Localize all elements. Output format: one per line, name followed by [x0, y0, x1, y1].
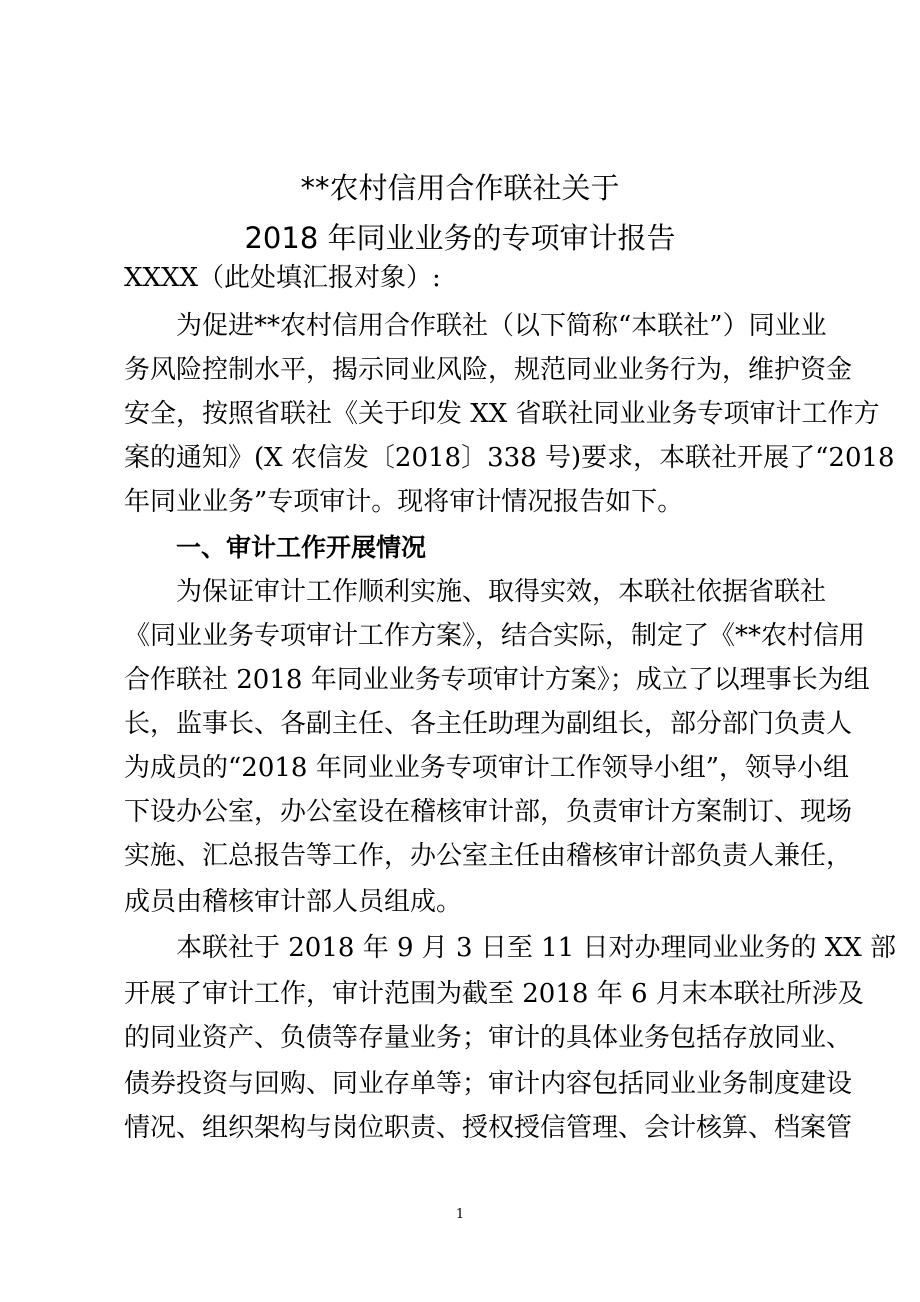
body-text-line: 的同业资产、负债等存量业务；审计的具体业务包括存放同业、	[124, 1023, 853, 1053]
addressee-line: XXXX（此处填汇报对象）:	[124, 263, 441, 293]
body-text-line: 开展了审计工作，审计范围为截至 2018 年 6 月末本联社所涉及	[124, 979, 864, 1009]
body-text-line: 下设办公室，办公室设在稽核审计部，负责审计方案制订、现场	[124, 797, 853, 827]
document-title-line-2: 2018 年同业业务的专项审计报告	[244, 221, 676, 255]
body-text-line: 年同业业务”专项审计。现将审计情况报告如下。	[124, 487, 684, 517]
section-heading: 一、审计工作开展情况	[176, 533, 427, 562]
body-text-line: 合作联社 2018 年同业业务专项审计方案》；成立了以理事长为组	[124, 665, 870, 695]
body-text-line: 为保证审计工作顺利实施、取得实效，本联社依据省联社	[176, 577, 827, 607]
body-text-line: 成员由稽核审计部人员组成。	[124, 887, 463, 917]
body-text-line: 情况、组织架构与岗位职责、授权授信管理、会计核算、档案管	[124, 1113, 853, 1143]
body-text-line: 为促进**农村信用合作联社（以下简称“本联社”）同业业	[176, 311, 827, 341]
body-text-line: 为成员的“2018 年同业业务专项审计工作领导小组”，领导小组	[124, 753, 850, 783]
body-text-line: 本联社于 2018 年 9 月 3 日至 11 日对办理同业业务的 XX 部	[176, 933, 897, 963]
body-text-line: 实施、汇总报告等工作，办公室主任由稽核审计部负责人兼任，	[124, 841, 853, 871]
page-number: 1	[455, 1207, 465, 1222]
body-text-line: 债券投资与回购、同业存单等；审计内容包括同业业务制度建设	[124, 1069, 853, 1099]
body-text-line: 安全，按照省联社《关于印发 XX 省联社同业业务专项审计工作方	[124, 399, 880, 429]
body-text-line: 《同业业务专项审计工作方案》，结合实际，制定了《**农村信用	[124, 621, 866, 651]
body-text-line: 长，监事长、各副主任、各主任助理为副组长，部分部门负责人	[124, 709, 853, 739]
document-title-line-1: **农村信用合作联社关于	[300, 171, 620, 205]
body-text-line: 务风险控制水平，揭示同业风险，规范同业业务行为，维护资金	[124, 355, 853, 385]
body-text-line: 案的通知》(X 农信发〔2018〕338 号)要求，本联社开展了“2018	[124, 443, 895, 473]
